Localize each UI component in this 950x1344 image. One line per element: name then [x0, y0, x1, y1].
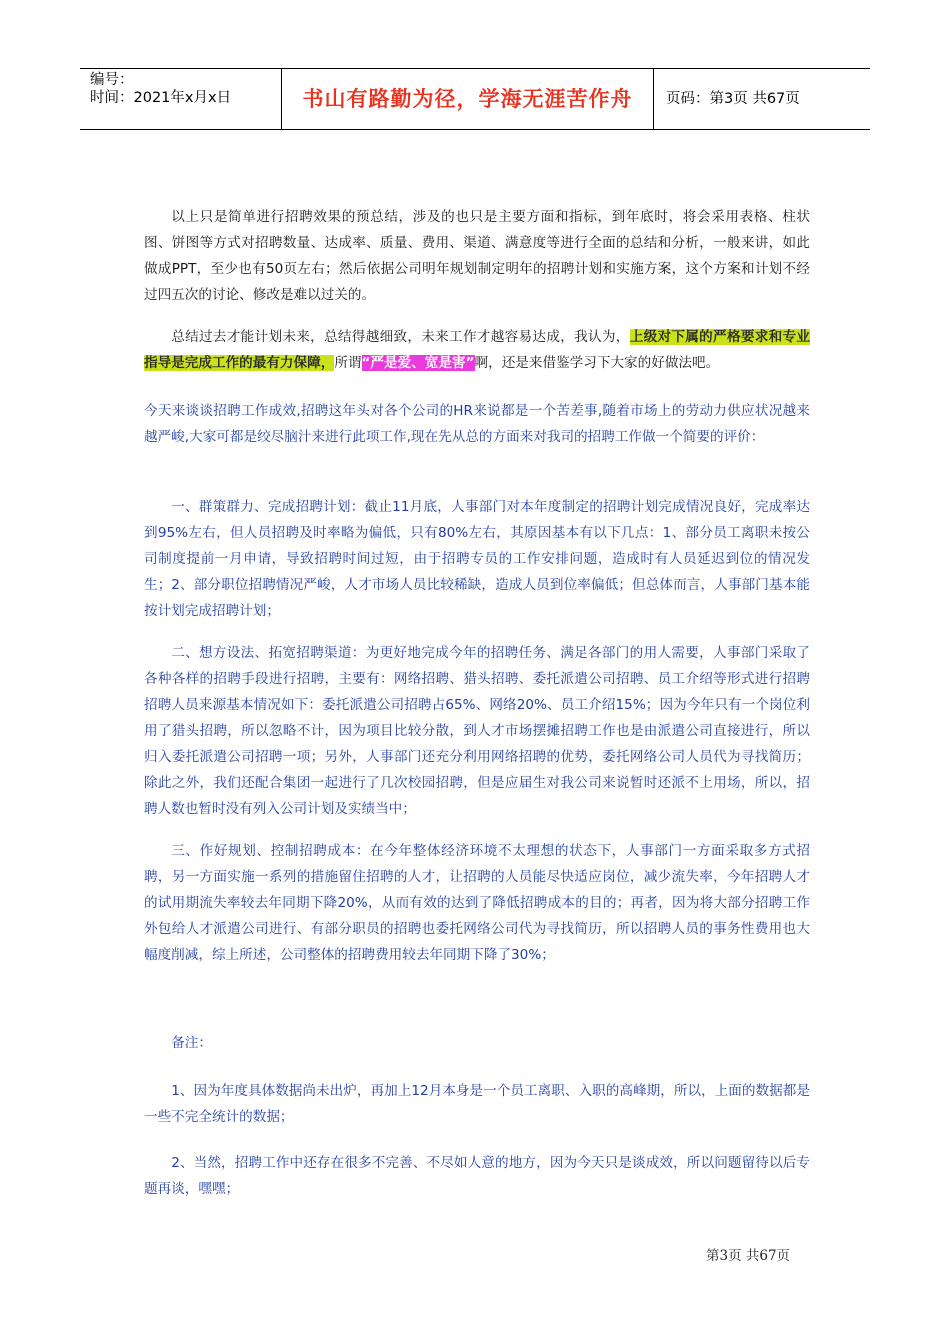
paragraph-summary: 以上只是简单进行招聘效果的预总结，涉及的也只是主要方面和指标，到年底时，将会采用表格、柱状图、饼图等方式对招聘数量、达成率、质量、费用、渠道、满意度等进行全面的总结和分析，一般来讲，如此做成PPT，至少也有50页左右；然后依据公司明年规划制定明年的招聘计划和实施方案，这个方案和计划不经过四五次的讨论、修改是难以过关的。: [144, 209, 810, 303]
header-date: 时间：2021年x月x日: [90, 90, 232, 106]
paragraph-point-1: 一、群策群力、完成招聘计划：截止11月底，人事部门对本年度制定的招聘计划完成情况良好，完成率达到95%左右，但人员招聘及时率略为偏低，只有80%左右，其原因基本有以下几点：1、部分员工离职未按公司制度提前一月申请，导致招聘时间过短，由于招聘专员的工作安排问题，造成时有人员延迟到位的情况发生；2、部分职位招聘情况严峻，人才市场人员比较稀缺，造成人员到位率偏低；但总体而言，人事部门基本能按计划完成招聘计划；: [144, 499, 810, 619]
highlight-quote: “严是爱、宽是害”: [361, 355, 475, 371]
page-footer: 第3页 共67页: [706, 1248, 791, 1264]
paragraph-point-3: 三、作好规划、控制招聘成本：在今年整体经济环境不太理想的状态下，人事部门一方面采取多方式招聘，另一方面实施一系列的措施留住招聘的人才，让招聘的人员能尽快适应岗位，减少流失率，今年招聘人才的试用期流失率较去年同期下降20%，从而有效的达到了降低招聘成本的目的；再者，因为将大部分招聘工作外包给人才派遣公司进行、有部分职员的招聘也委托网络公司代为寻找简历，所以招聘人员的事务性费用也大幅度削减，综上所述，公司整体的招聘费用较去年同期下降了30%；: [144, 843, 810, 963]
note-title: 备注：: [171, 1035, 212, 1051]
note-item-1: 1、因为年度具体数据尚未出炉，再加上12月本身是一个员工离职、入职的高峰期，所以，上面的数据都是一些不完全统计的数据；: [144, 1083, 810, 1125]
paragraph-plan-end: 啊，还是来借鉴学习下大家的好做法吧。: [474, 355, 720, 371]
header-motto: 书山有路勤为径，学海无涯苦作舟: [282, 69, 654, 129]
page-header: [80, 68, 870, 130]
paragraph-plan: [144, 324, 810, 376]
header-page-code: 页码：第3页 共67页: [666, 91, 800, 107]
highlight-guidance: 上级对下属的严格要求和专业指导是完成工作的最有力保障，: [144, 329, 811, 371]
paragraph-intro: 今天来谈谈招聘工作成效,招聘这年头对各个公司的HR来说都是一个苦差事,随着市场上的劳动力供应状况越来越严峻,大家可都是绞尽脑汁来进行此项工作,现在先从总的方面来对我司的招聘工作做一个简要的评价：: [144, 403, 810, 445]
paragraph-plan-start: 总结过去才能计划未来，总结得越细致，未来工作才越容易达成，我认为，: [171, 329, 630, 345]
header-meta: [80, 69, 282, 129]
paragraph-plan-mid: 所谓: [334, 355, 362, 371]
paragraph-point-2: 二、想方设法、拓宽招聘渠道：为更好地完成今年的招聘任务、满足各部门的用人需要，人事部门采取了各种各样的招聘手段进行招聘，主要有：网络招聘、猎头招聘、委托派遣公司招聘、员工介绍等形式进行招聘招聘人员来源基本情况如下：委托派遣公司招聘占65%、网络20%、员工介绍15%；因为今年只有一个岗位利用了猎头招聘，所以忽略不计，因为项目比较分散，到人才市场摆摊招聘工作也是由派遣公司直接进行，所以归入委托派遣公司招聘一项；另外，人事部门还充分利用网络招聘的优势，委托网络公司人员代为寻找简历；除此之外，我们还配合集团一起进行了几次校园招聘，但是应届生对我公司来说暂时还派不上用场，所以，招聘人数也暂时没有列入公司计划及实绩当中；: [144, 645, 810, 817]
header-number-label: 编号：: [90, 72, 134, 88]
note-item-2: 2、当然，招聘工作中还存在很多不完善、不尽如人意的地方，因为今天只是谈成效，所以问题留待以后专题再谈，嘿嘿；: [144, 1155, 810, 1197]
